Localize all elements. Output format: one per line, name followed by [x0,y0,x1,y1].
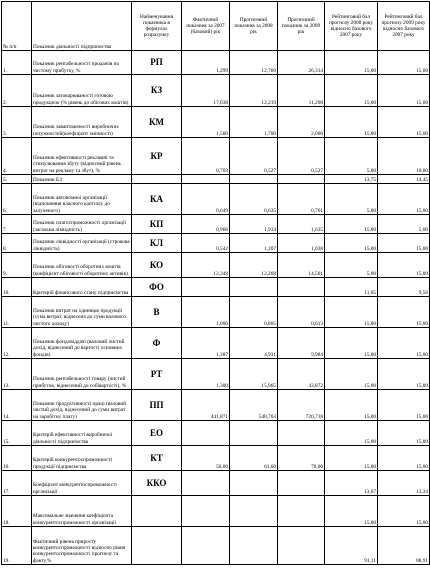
forecast-2009-value: 43,872 [278,359,325,390]
rating-2009-value: 9,56 [378,278,430,297]
actual-2007-value: 56,00 [182,446,230,471]
rating-2009-value: 13,34 [378,471,430,496]
actual-2007-value [182,496,230,527]
row-number: 4. [2,138,32,175]
rating-2008-value: 91,11 [325,527,378,565]
actual-2007-value [182,421,230,446]
rating-2009-value: 15,00 [378,51,430,75]
forecast-2009-value: 70,00 [278,446,325,471]
formula-code [132,175,182,184]
indicator-name: Показник рентабельності продажів по чистому прибутку, % [32,51,132,75]
rating-2008-value: 13,75 [325,175,378,184]
indicator-name: Показник автономної організації (відношення власного капіталу до залученого) [32,184,132,215]
forecast-2008-value: 548,763 [230,390,278,421]
actual-2007-value: 1,300 [182,359,230,390]
rating-2008-value: 15,00 [325,215,378,234]
actual-2007-value: 441,871 [182,390,230,421]
table-row [2,527,430,565]
table-row [2,297,430,328]
row-number: 6. [2,184,32,215]
actual-2007-value [182,527,230,565]
row-number: 1. [2,51,32,75]
indicator-name: Показник рентабельності товару (чистий прибуток, віднесений до собівартості), % [32,359,132,390]
header-forecast-2009: Прогнозний показник за 2009 рік [278,2,325,51]
table-row [2,496,430,527]
rating-2008-value: 5,00 [325,253,378,278]
actual-2007-value: 1,387 [182,328,230,359]
rating-2009-value: 88,91 [378,527,430,565]
rating-2008-value: 11,05 [325,278,378,297]
rating-2008-value: 15,00 [325,446,378,471]
rating-2008-value: 5,00 [325,138,378,175]
forecast-2008-value: 15,965 [230,359,278,390]
forecast-2009-value [278,421,325,446]
row-number: 16. [2,446,32,471]
forecast-2009-value [278,278,325,297]
rating-2008-value: 15,00 [325,234,378,253]
rating-2009-value: 15,00 [378,253,430,278]
rating-2008-value: 15,00 [325,107,378,138]
rating-2008-value: 15,00 [325,51,378,75]
table-row [2,421,430,446]
rating-2008-value: 15,00 [325,359,378,390]
table-row [2,390,430,421]
formula-code: КП [132,215,182,234]
rating-2009-value: 15,00 [378,297,430,328]
actual-2007-value: 0,966 [182,215,230,234]
forecast-2009-value: 0,761 [278,184,325,215]
rating-2009-value: 15,00 [378,421,430,446]
indicator-name: Показник ЕЗ [32,175,132,184]
forecast-2009-value: 0,613 [278,297,325,328]
formula-code: КТ [132,446,182,471]
rating-2008-value: 5,00 [325,184,378,215]
rating-2008-value: 15,00 [325,297,378,328]
table-row [2,446,430,471]
formula-code: ФО [132,278,182,297]
actual-2007-value: 0,703 [182,138,230,175]
rating-2008-value: 15,00 [325,421,378,446]
rating-2009-value: 5,00 [378,215,430,234]
row-number: 3. [2,107,32,138]
row-number: 17. [2,471,32,496]
forecast-2009-value: 26,314 [278,51,325,75]
actual-2007-value: 0,649 [182,184,230,215]
row-number: 19. [2,527,32,565]
indicator-name: Показник фондовіддачі (валовий чистий дохід, віднесений до вартості основних фондів) [32,328,132,359]
forecast-2008-value: 1,207 [230,234,278,253]
row-number: 18. [2,496,32,527]
row-number: 2. [2,75,32,107]
forecast-2009-value: 0,527 [278,138,325,175]
forecast-2009-value: 720,718 [278,390,325,421]
actual-2007-value [182,278,230,297]
row-number: 13. [2,359,32,390]
rating-2009-value: 15,00 [378,359,430,390]
actual-2007-value: 12,348 [182,253,230,278]
rating-2009-value: 15,00 [378,107,430,138]
row-number: 8. [2,234,32,253]
forecast-2008-value: 61,60 [230,446,278,471]
forecast-2009-value: 14,501 [278,253,325,278]
table-row [2,278,430,297]
table-row [2,253,430,278]
formula-code: Ф [132,328,182,359]
forecast-2008-value: 12,760 [230,51,278,75]
forecast-2009-value [278,527,325,565]
indicator-name: Показник завантаженості виробничих потужностей(коефіцієнт змінності) [32,107,132,138]
forecast-2009-value: 1,038 [278,234,325,253]
indicator-name: Показник ефективності рекламні та стимулювання збуту (відносний рівень витрат на рекламу та збут), % [32,138,132,175]
row-number: 5. [2,175,32,184]
formula-code: В [132,297,182,328]
table-row [2,471,430,496]
header-formula-name: Найменування показника в формулах розрахунку [132,2,182,51]
actual-2007-value: 1,500 [182,107,230,138]
formula-code: КЛ [132,234,182,253]
table-row [2,107,430,138]
row-number: 7. [2,215,32,234]
indicator-name: Показник затоварюваності готовою продукцією (% рівень до обігових коштів) [32,75,132,107]
rating-2008-value: 15,00 [325,328,378,359]
table-header-row [2,2,430,51]
formula-code: КО [132,253,182,278]
forecast-2008-value [230,421,278,446]
formula-code: РТ [132,359,182,390]
formula-code: РП [132,51,182,75]
indicator-name: Показник продуктивності праці (валовий чистий дохід, віднесений до суми витрат на заробітну плату) [32,390,132,421]
row-number: 12. [2,328,32,359]
forecast-2008-value [230,278,278,297]
row-number: 9. [2,253,32,278]
forecast-2008-value: 4,931 [230,328,278,359]
indicator-name: Максимальне значення коефіцієнта конкурентоспроможності організації [32,496,132,527]
formula-code [132,527,182,565]
forecast-2008-value: 0,527 [230,138,278,175]
table-row [2,359,430,390]
rating-2009-value: 14,45 [378,175,430,184]
header-indicator: Показник діяльності підприємства [32,2,132,51]
forecast-2008-value: 12,268 [230,253,278,278]
rating-2009-value: 15,00 [378,328,430,359]
formula-code: КМ [132,107,182,138]
rating-2008-value: 13,67 [325,471,378,496]
rating-2009-value: 15,00 [378,184,430,215]
table-row [2,328,430,359]
indicator-name: Показник витрат на одиницю продукції (сума витрат, віднесена до суми валового чистого доходу) [32,297,132,328]
header-rating-2008: Рейтинговий бал прогнозу 2008 року відносно базового 2007 року [325,2,378,51]
forecast-2008-value [230,496,278,527]
rating-2009-value: 15,00 [378,496,430,527]
rating-2008-value: 15,00 [325,496,378,527]
indicator-name: Показник обіговості оборотних коштів (коефіцієнт обіговості оборотних активів) [32,253,132,278]
table-row [2,175,430,184]
rating-2009-value: 15,00 [378,390,430,421]
forecast-2009-value: 1,635 [278,215,325,234]
forecast-2009-value [278,496,325,527]
indicator-name: Коефіцієнт конкурентоспроможності організації [32,471,132,496]
rating-2009-value: 15,00 [378,75,430,107]
indicators-table [1,1,430,565]
forecast-2008-value: 12,219 [230,75,278,107]
table-body [2,51,430,565]
table-row [2,234,430,253]
header-rating-2009: Рейтинговий бал прогнозу 2009 року відносно базового 2007 року [378,2,430,51]
forecast-2008-value [230,471,278,496]
formula-code: ПП [132,390,182,421]
forecast-2009-value [278,175,325,184]
indicator-name: Критерій конкурентоспроможності продукції підприємства [32,446,132,471]
forecast-2009-value: 11,298 [278,75,325,107]
header-forecast-2008: Прогнозний показник за 2008 рік [230,2,278,51]
indicator-name: Показник ліквідності організації (строкова ліквідність) [32,234,132,253]
actual-2007-value [182,175,230,184]
forecast-2008-value [230,175,278,184]
actual-2007-value: 1,299 [182,51,230,75]
forecast-2008-value: 1,934 [230,215,278,234]
indicator-name: Критерій ефективності виробничої діяльності підприємства [32,421,132,446]
actual-2007-value [182,471,230,496]
forecast-2008-value: 1,700 [230,107,278,138]
forecast-2009-value: 2,000 [278,107,325,138]
header-number: № п/п [2,2,32,51]
row-number: 10. [2,278,32,297]
table-row [2,138,430,175]
table-row [2,184,430,215]
formula-code: КЗ [132,75,182,107]
actual-2007-value: 17,638 [182,75,230,107]
forecast-2008-value: 0,805 [230,297,278,328]
formula-code [132,496,182,527]
formula-code: ЕО [132,421,182,446]
table-row [2,215,430,234]
forecast-2009-value: 9,984 [278,328,325,359]
actual-2007-value: 1,000 [182,297,230,328]
row-number: 15. [2,421,32,446]
rating-2009-value: 15,00 [378,234,430,253]
rating-2009-value: 10,00 [378,138,430,175]
formula-code: ККО [132,471,182,496]
row-number: 11. [2,297,32,328]
forecast-2008-value: 0,635 [230,184,278,215]
table-row [2,51,430,75]
forecast-2009-value [278,471,325,496]
rating-2008-value: 15,00 [325,390,378,421]
row-number: 14. [2,390,32,421]
header-actual-2007: Фактичний показник за 2007 (базовий) рік [182,2,230,51]
table-row [2,75,430,107]
rating-2009-value: 15,00 [378,446,430,471]
rating-2008-value: 15,00 [325,75,378,107]
indicator-name: Показник платоспроможності організації (загальна ліквідність) [32,215,132,234]
forecast-2008-value [230,527,278,565]
indicator-name: Фактичний рівень приросту конкурентоспроможності відносно рівня конкурентоспроможності прогнозу та факту,% [32,527,132,565]
actual-2007-value: 0,542 [182,234,230,253]
formula-code: КР [132,138,182,175]
formula-code: КА [132,184,182,215]
indicator-name: Критерій фінансового стану підприємства [32,278,132,297]
